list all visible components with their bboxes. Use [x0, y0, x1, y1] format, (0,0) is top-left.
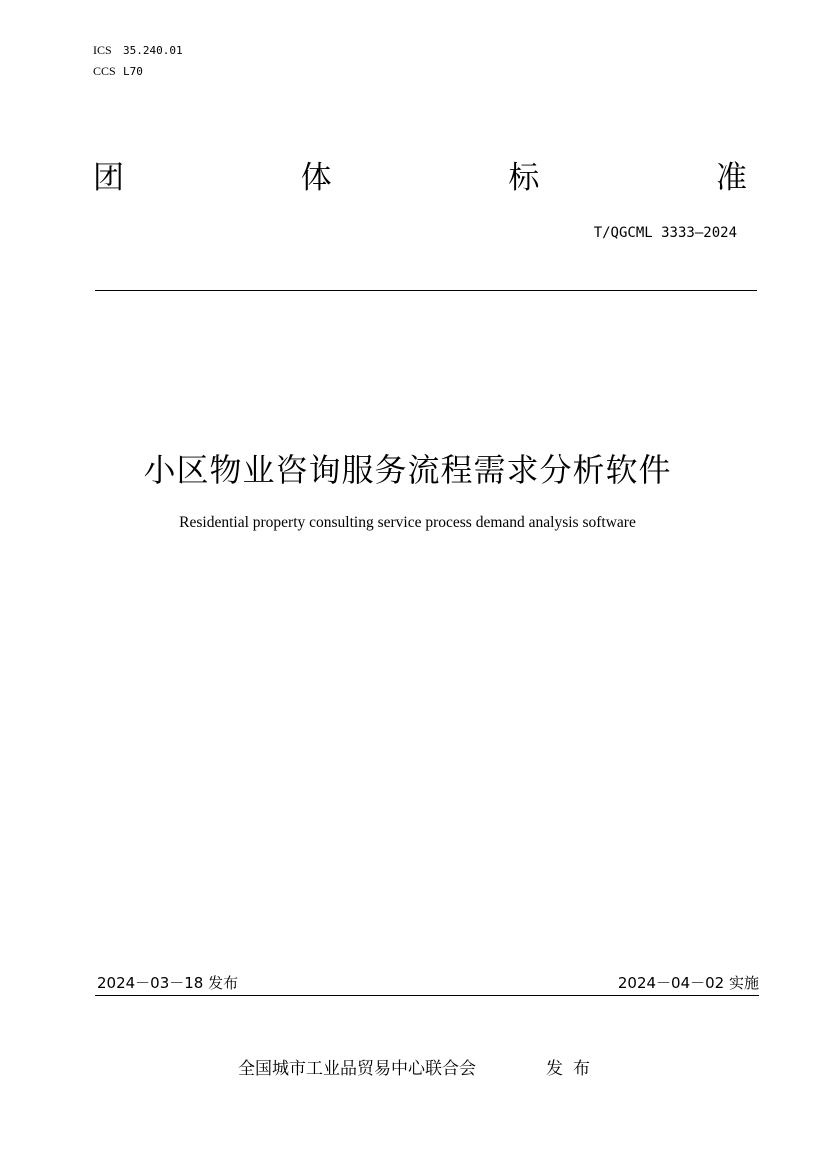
ics-code	[93, 40, 183, 61]
ics-value: 35.240.01	[123, 44, 183, 57]
issue-date: 2024－03－18 发布	[97, 974, 239, 992]
dates-row	[97, 972, 759, 994]
standard-number: T/QGCML 3333—2024	[593, 225, 737, 241]
standard-type-heading	[93, 158, 747, 198]
publisher-name: 全国城市工业品贸易中心联合会	[238, 1059, 476, 1079]
ccs-label: CCS	[93, 64, 116, 78]
ccs-value: L70	[123, 65, 143, 78]
bottom-divider	[95, 995, 759, 996]
publish-label: 发布	[546, 1059, 600, 1079]
ccs-code	[93, 61, 183, 82]
standard-type-char: 团	[93, 160, 124, 196]
standard-type-char: 标	[508, 160, 540, 196]
standard-type-char: 体	[300, 160, 332, 196]
classification-codes	[93, 40, 183, 82]
top-divider	[95, 290, 757, 291]
implementation-date: 2024－04－02 实施	[617, 974, 759, 992]
title-chinese: 小区物业咨询服务流程需求分析软件	[143, 451, 672, 489]
standard-type-char: 准	[715, 160, 747, 196]
ics-label: ICS	[93, 43, 112, 57]
title-english: Residential property consulting service process demand analysis software	[179, 514, 636, 531]
